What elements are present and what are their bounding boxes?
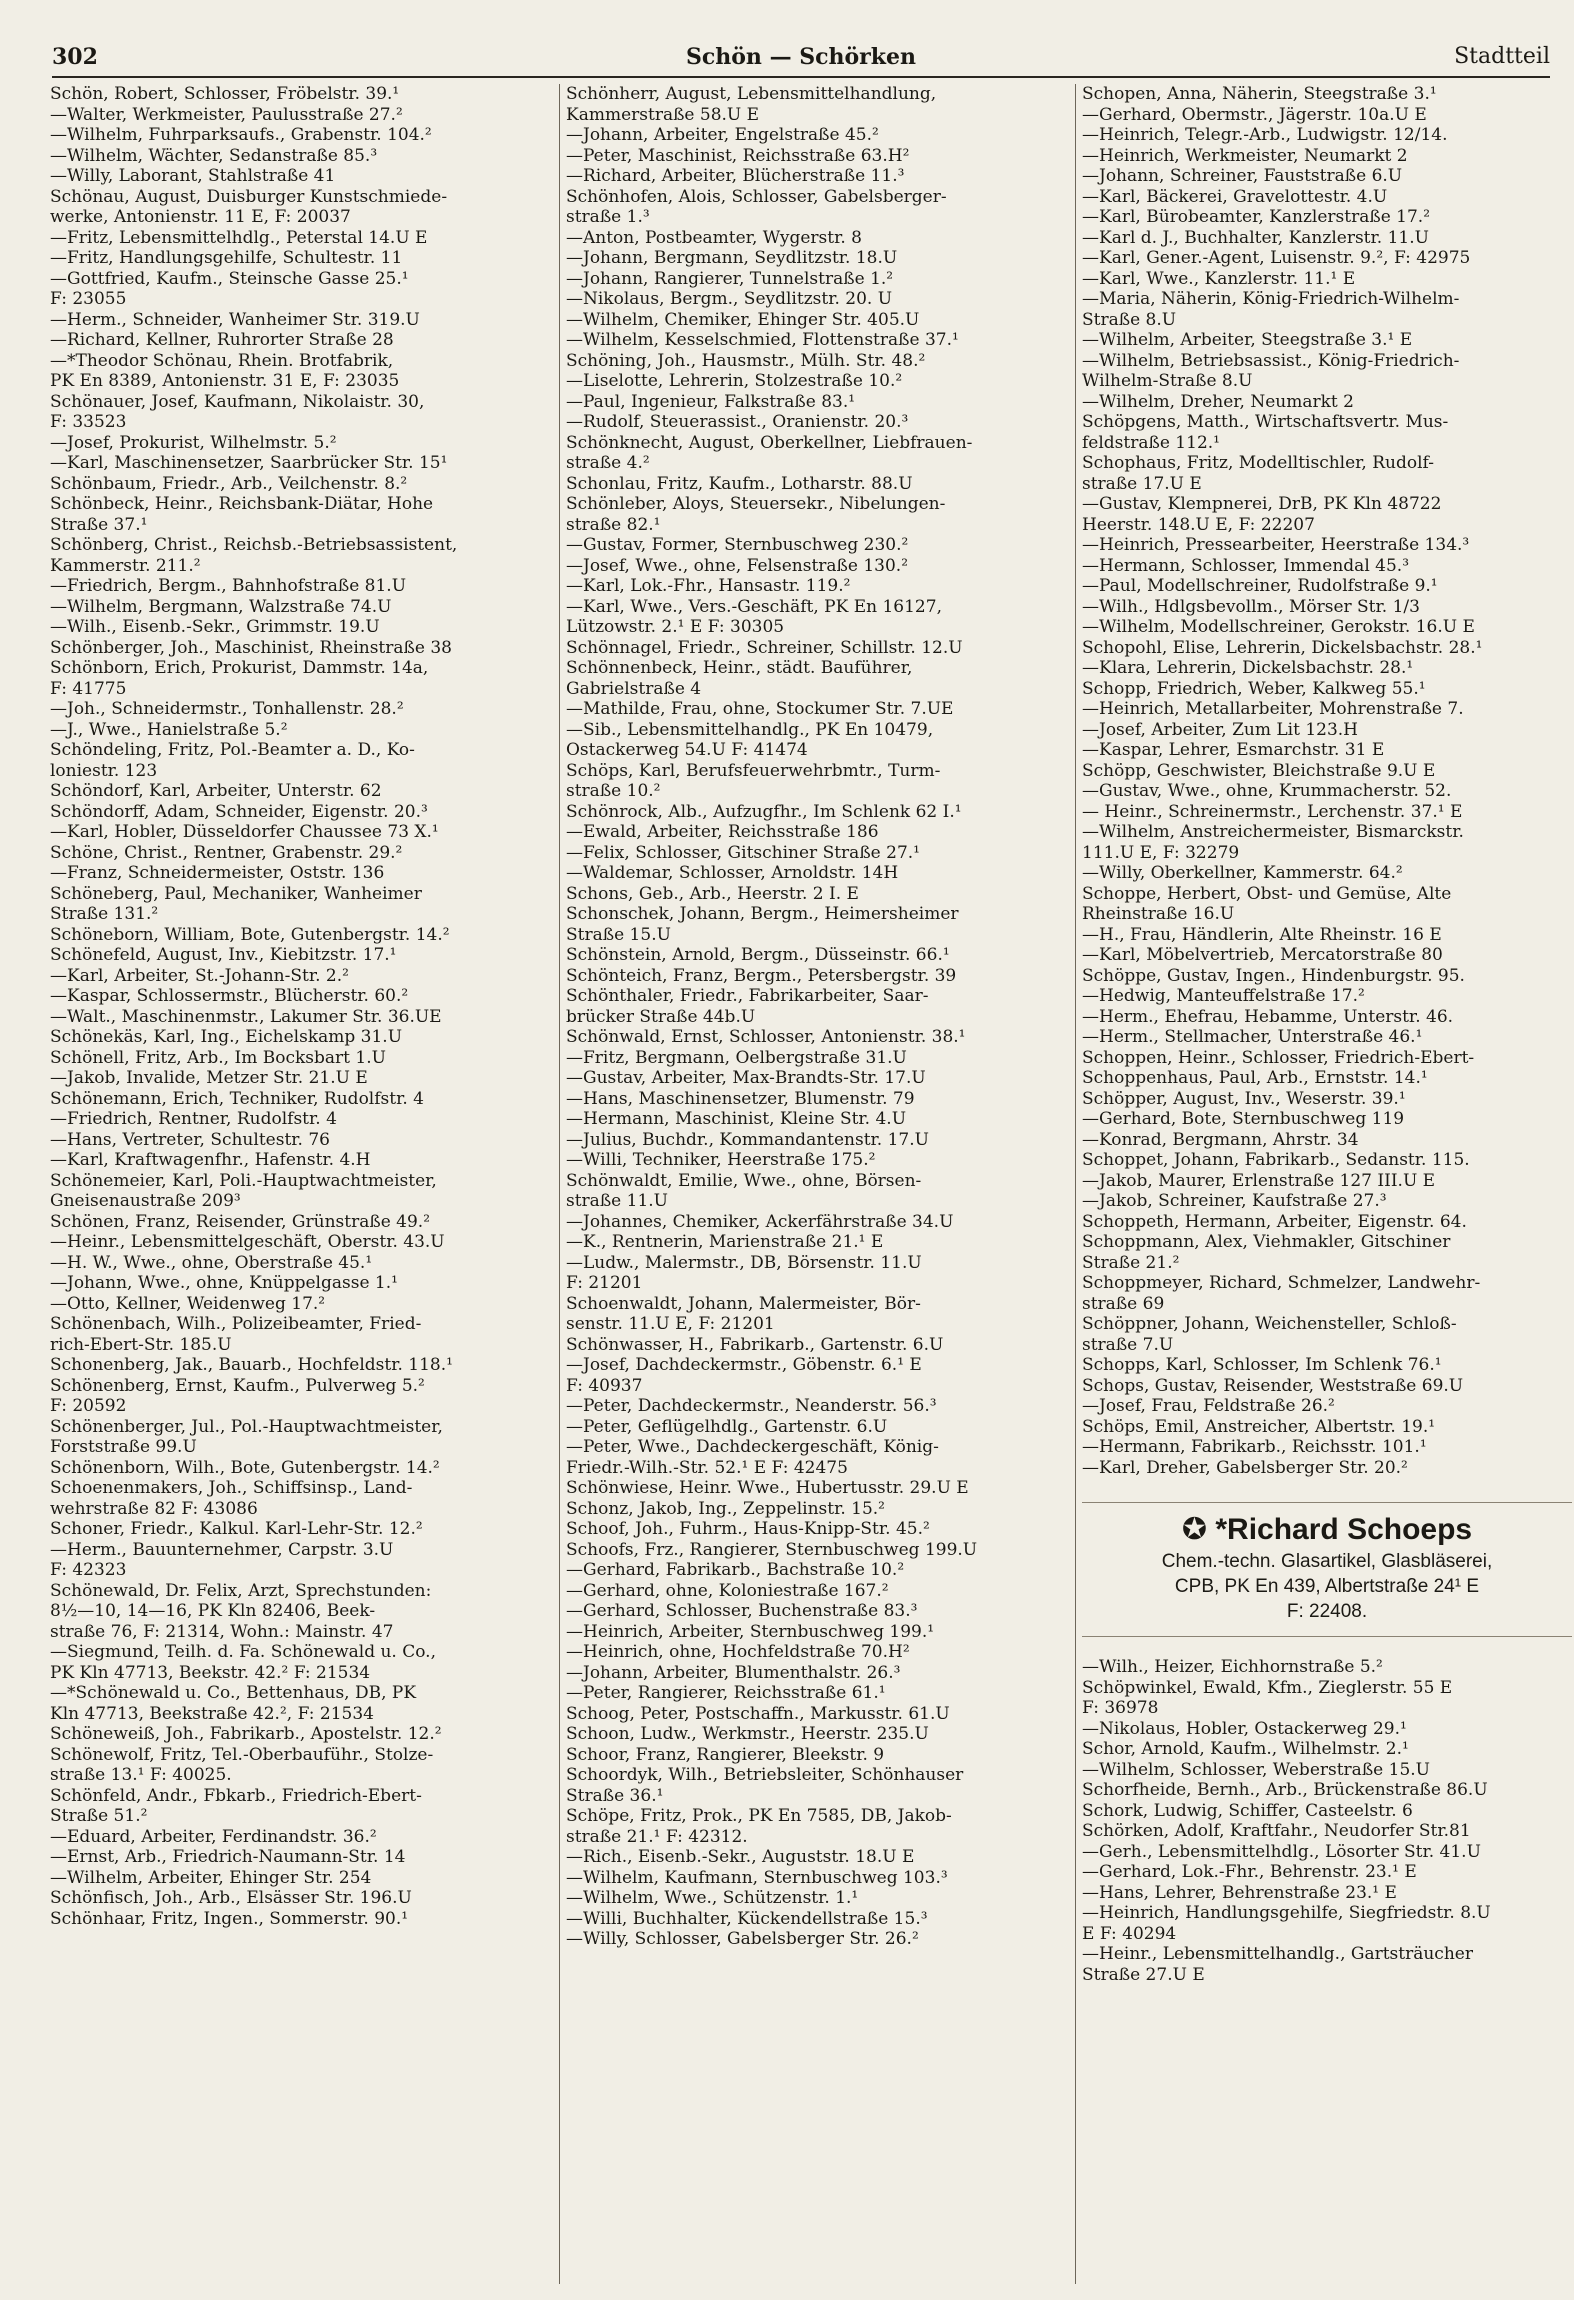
directory-entry: Heerstr. 148.U E, F: 22207 xyxy=(1082,514,1315,535)
directory-entry: Schörken, Adolf, Kraftfahr., Neudorfer Str.81 xyxy=(1082,1821,1471,1841)
directory-entry: F: 20592 xyxy=(50,1396,127,1416)
directory-entry: —Karl, Kraftwagenfhr., Hafenstr. 4.H xyxy=(50,1150,371,1170)
directory-entry: straße 11.U xyxy=(566,1191,668,1211)
directory-entry: Schopohl, Elise, Lehrerin, Dickelsbachstr. 28.¹ xyxy=(1082,637,1483,658)
directory-entry: —Ewald, Arbeiter, Reichsstraße 186 xyxy=(566,822,879,842)
directory-entry: Schons, Geb., Arb., Heerstr. 2 I. E xyxy=(566,883,859,904)
directory-column-3 xyxy=(1082,84,1572,2284)
directory-entry: —Joh., Schneidermstr., Tonhallenstr. 28.² xyxy=(50,699,404,719)
directory-entry: feldstraße 112.¹ xyxy=(1082,432,1220,453)
directory-entry: —Heinrich, Metallarbeiter, Mohrenstraße 7. xyxy=(1082,699,1464,719)
directory-entry: straße 69 xyxy=(1082,1293,1165,1314)
directory-entry: —Jakob, Schreiner, Kaufstraße 27.³ xyxy=(1082,1191,1387,1211)
directory-entry: Schoof, Joh., Fuhrm., Haus-Knipp-Str. 45.² xyxy=(566,1519,930,1539)
directory-entry: Schönenborn, Wilh., Bote, Gutenbergstr. 14.² xyxy=(50,1457,440,1478)
directory-entry: —Herm., Ehefrau, Hebamme, Unterstr. 46. xyxy=(1082,1006,1454,1027)
directory-entry: —Johann, Schreiner, Fauststraße 6.U xyxy=(1082,166,1403,186)
directory-entry: F: 33523 xyxy=(50,412,127,432)
directory-entry: Schöppe, Gustav, Ingen., Hindenburgstr. 95. xyxy=(1082,965,1465,986)
directory-entry: —Wilh., Heizer, Eichhornstraße 5.² xyxy=(1082,1657,1383,1677)
directory-entry: —Wilhelm, Wächter, Sedanstraße 85.³ xyxy=(50,145,378,166)
directory-entry: —Karl, Maschinensetzer, Saarbrücker Str. 15¹ xyxy=(50,453,448,473)
directory-entry: Schönknecht, August, Oberkellner, Liebfrauen- xyxy=(566,432,973,453)
directory-entry: —Liselotte, Lehrerin, Stolzestraße 10.² xyxy=(566,371,903,391)
directory-entry: Straße 37.¹ xyxy=(50,514,148,535)
directory-entry: Schoppet, Johann, Fabrikarb., Sedanstr. 115. xyxy=(1082,1150,1470,1170)
directory-entry: Schöneborn, William, Bote, Gutenbergstr. 14.² xyxy=(50,924,450,945)
column-divider xyxy=(559,84,560,2284)
directory-entry: —Willy, Schlosser, Gabelsberger Str. 26.² xyxy=(566,1929,919,1949)
directory-entry: Schoppe, Herbert, Obst- und Gemüse, Alte xyxy=(1082,883,1452,904)
directory-entry: —Karl, Gener.-Agent, Luisenstr. 9.², F: 42975 xyxy=(1082,248,1471,268)
directory-entry: —Hans, Maschinensetzer, Blumenstr. 79 xyxy=(566,1088,915,1109)
directory-entry: loniestr. 123 xyxy=(50,760,158,781)
directory-entry: —Herm., Schneider, Wanheimer Str. 319.U xyxy=(50,309,420,330)
directory-entry: F: 21201 xyxy=(566,1273,643,1293)
directory-entry: Schoon, Ludw., Werkmstr., Heerstr. 235.U xyxy=(566,1724,929,1744)
directory-entry: brücker Straße 44b.U xyxy=(566,1006,756,1027)
directory-entry: Schoppenhaus, Paul, Arb., Ernststr. 14.¹ xyxy=(1082,1068,1428,1088)
directory-entry: —Fritz, Lebensmittelhdlg., Peterstal 14.U E xyxy=(50,227,428,248)
directory-entry: Schöning, Joh., Hausmstr., Mülh. Str. 48.² xyxy=(566,350,926,371)
directory-entry: —Wilhelm, Betriebsassist., König-Friedrich- xyxy=(1082,350,1460,371)
directory-entry: Schönau, August, Duisburger Kunstschmiede- xyxy=(50,186,448,207)
directory-entry: Straße 15.U xyxy=(566,924,671,945)
directory-entry: —Josef, Arbeiter, Zum Lit 123.H xyxy=(1082,719,1358,740)
directory-entry: —Wilhelm, Dreher, Neumarkt 2 xyxy=(1082,391,1354,412)
directory-entry: —Peter, Maschinist, Reichsstraße 63.H² xyxy=(566,145,910,166)
ad-line: Chem.-techn. Glasartikel, Glasbläserei, xyxy=(1161,1551,1493,1572)
directory-entry: Schops, Gustav, Reisender, Weststraße 69.U xyxy=(1082,1375,1464,1396)
directory-entry: Schönwasser, H., Fabrikarb., Gartenstr. 6.U xyxy=(566,1334,944,1355)
page-title: Schön — Schörken xyxy=(685,44,917,70)
directory-entry: —Heinrich, Arbeiter, Sternbuschweg 199.¹ xyxy=(566,1621,935,1642)
directory-entry: —Siegmund, Teilh. d. Fa. Schönewald u. Co., xyxy=(50,1642,436,1662)
directory-entry: Schoordyk, Wilh., Betriebsleiter, Schönhauser xyxy=(566,1765,964,1785)
directory-entry: —Peter, Geflügelhdlg., Gartenstr. 6.U xyxy=(566,1416,888,1437)
directory-entry: Schöndeling, Fritz, Pol.-Beamter a. D., Ko- xyxy=(50,740,415,760)
directory-entry: —Peter, Rangierer, Reichsstraße 61.¹ xyxy=(566,1683,886,1703)
directory-entry: F: 41775 xyxy=(50,678,127,699)
directory-entry: Schönwald, Ernst, Schlosser, Antonienstr. 38.¹ xyxy=(566,1027,966,1047)
directory-entry: Straße 36.¹ xyxy=(566,1785,664,1806)
directory-entry: straße 76, F: 21314, Wohn.: Mainstr. 47 xyxy=(50,1621,394,1642)
directory-entry: Wilhelm-Straße 8.U xyxy=(1082,371,1253,391)
directory-entry: Schönleber, Aloys, Steuersekr., Nibelungen- xyxy=(566,494,946,514)
directory-entry: —H. W., Wwe., ohne, Oberstraße 45.¹ xyxy=(50,1252,373,1273)
directory-entry: —Walt., Maschinenmstr., Lakumer Str. 36.UE xyxy=(50,1006,442,1027)
directory-entry: —Herm., Stellmacher, Unterstraße 46.¹ xyxy=(1082,1027,1423,1047)
directory-entry: Schoog, Peter, Postschaffn., Markusstr. 61.U xyxy=(566,1703,950,1724)
directory-entry: Friedr.-Wilh.-Str. 52.¹ E F: 42475 xyxy=(566,1457,848,1478)
directory-entry: Schönstein, Arnold, Bergm., Düsseinstr. 66.¹ xyxy=(566,945,950,965)
directory-entry: —Klara, Lehrerin, Dickelsbachstr. 28.¹ xyxy=(1082,658,1414,678)
directory-entry: —Richard, Kellner, Ruhrorter Straße 28 xyxy=(50,330,394,350)
directory-entry: —Peter, Dachdeckermstr., Neanderstr. 56.³ xyxy=(566,1396,937,1416)
directory-entry: Schophaus, Fritz, Modelltischler, Rudolf- xyxy=(1082,453,1434,473)
directory-entry: —Wilh., Eisenb.-Sekr., Grimmstr. 19.U xyxy=(50,617,380,637)
directory-entry: Schöneberg, Paul, Mechaniker, Wanheimer xyxy=(50,883,422,904)
directory-entry: straße 1.³ xyxy=(566,207,650,227)
directory-entry: Schöne, Christ., Rentner, Grabenstr. 29.² xyxy=(50,842,403,863)
directory-entry: Schönnenbeck, Heinr., städt. Bauführer, xyxy=(566,658,913,678)
directory-entry: Schönewolf, Fritz, Tel.-Oberbauführ., Stolze- xyxy=(50,1744,434,1765)
directory-entry: Schöppner, Johann, Weichensteller, Schloß- xyxy=(1082,1314,1457,1334)
directory-entry: Schoppmeyer, Richard, Schmelzer, Landwehr- xyxy=(1082,1273,1481,1293)
directory-entry: —Josef, Dachdeckermstr., Göbenstr. 6.¹ E xyxy=(566,1355,922,1375)
advertiser-name: *Richard Schoeps xyxy=(1215,1513,1473,1546)
directory-entry: —Willi, Techniker, Heerstraße 175.² xyxy=(566,1150,876,1170)
directory-entry: —H., Frau, Händlerin, Alte Rheinstr. 16 E xyxy=(1082,924,1442,945)
directory-entry: Schönell, Fritz, Arb., Im Bocksbart 1.U xyxy=(50,1047,386,1068)
directory-entry: —Willy, Laborant, Stahlstraße 41 xyxy=(50,166,336,186)
directory-entry: Schönbeck, Heinr., Reichsbank-Diätar, Hohe xyxy=(50,494,434,514)
directory-entry: —Sib., Lebensmittelhandlg., PK En 10479, xyxy=(566,719,934,740)
directory-entry: Schönborn, Erich, Prokurist, Dammstr. 14a, xyxy=(50,658,429,678)
directory-entry: straße 10.² xyxy=(566,781,661,801)
directory-entry: Schonz, Jakob, Ing., Zeppelinstr. 15.² xyxy=(566,1498,885,1519)
directory-entry: —Wilhelm, Schlosser, Weberstraße 15.U xyxy=(1082,1759,1431,1780)
directory-entry: —Johann, Arbeiter, Blumenthalstr. 26.³ xyxy=(566,1662,901,1683)
directory-entry: —Walter, Werkmeister, Paulusstraße 27.² xyxy=(50,104,403,125)
directory-column-2 xyxy=(566,84,1072,2284)
directory-entry: —Paul, Modellschreiner, Rudolfstraße 9.¹ xyxy=(1082,576,1438,596)
section-label: Stadtteil xyxy=(1454,44,1550,69)
directory-entry: —Kaspar, Schlossermstr., Blücherstr. 60.² xyxy=(50,986,409,1006)
directory-entry: —Wilhelm, Fuhrparksaufs., Grabenstr. 104.² xyxy=(50,125,432,145)
directory-entry: 8½—10, 14—16, PK Kln 82406, Beek- xyxy=(50,1601,376,1621)
directory-entry: Schönenberger, Jul., Pol.-Hauptwachtmeister, xyxy=(50,1416,443,1437)
directory-entry: —Johannes, Chemiker, Ackerfährstraße 34.U xyxy=(566,1211,954,1232)
directory-entry: —Hans, Lehrer, Behrenstraße 23.¹ E xyxy=(1082,1882,1397,1903)
directory-entry: senstr. 11.U E, F: 21201 xyxy=(566,1314,775,1334)
directory-entry: —Wilhelm, Wwe., Schützenstr. 1.¹ xyxy=(566,1888,859,1908)
directory-entry: Schönemann, Erich, Techniker, Rudolfstr. 4 xyxy=(50,1088,424,1109)
directory-entry: —J., Wwe., Hanielstraße 5.² xyxy=(50,719,288,740)
directory-entry: —Maria, Näherin, König-Friedrich-Wilhelm- xyxy=(1082,289,1460,309)
directory-entry: Kln 47713, Beekstraße 42.², F: 21534 xyxy=(50,1703,374,1724)
directory-entry: —Waldemar, Schlosser, Arnoldstr. 14H xyxy=(566,863,899,883)
column-3-entries-top xyxy=(1082,84,1572,1478)
directory-entry: Schönemeier, Karl, Poli.-Hauptwachtmeister, xyxy=(50,1170,437,1191)
directory-entry: Schönhaar, Fritz, Ingen., Sommerstr. 90.¹ xyxy=(50,1908,409,1929)
directory-entry: Schopen, Anna, Näherin, Steegstraße 3.¹ xyxy=(1082,84,1437,104)
directory-entry: Schöneweiß, Joh., Fabrikarb., Apostelstr. 12.² xyxy=(50,1724,442,1744)
directory-entry: Schönefeld, August, Inv., Kiebitzstr. 17.¹ xyxy=(50,945,397,965)
directory-entry: Schöps, Emil, Anstreicher, Albertstr. 19.¹ xyxy=(1082,1416,1436,1437)
directory-entry: Schoppeth, Hermann, Arbeiter, Eigenstr. 64. xyxy=(1082,1211,1467,1232)
directory-entry: —Johann, Wwe., ohne, Knüppelgasse 1.¹ xyxy=(50,1273,398,1293)
directory-entry: —Karl, Lok.-Fhr., Hansastr. 119.² xyxy=(566,576,851,596)
directory-entry: —Ludw., Malermstr., DB, Börsenstr. 11.U xyxy=(566,1252,922,1273)
directory-entry: rich-Ebert-Str. 185.U xyxy=(50,1334,232,1355)
directory-entry: —Josef, Prokurist, Wilhelmstr. 5.² xyxy=(50,432,337,453)
directory-entry: —Karl, Wwe., Vers.-Geschäft, PK En 16127, xyxy=(566,596,942,617)
directory-entry: —Wilhelm, Arbeiter, Steegstraße 3.¹ E xyxy=(1082,330,1413,350)
directory-entry: Schopps, Karl, Schlosser, Im Schlenk 76.¹ xyxy=(1082,1355,1442,1375)
directory-entry: Schöpwinkel, Ewald, Kfm., Zieglerstr. 55 E xyxy=(1082,1677,1453,1698)
directory-entry: Schönbaum, Friedr., Arb., Veilchenstr. 8.² xyxy=(50,473,408,494)
directory-entry: Schönwiese, Heinr. Wwe., Hubertusstr. 29.U E xyxy=(566,1478,969,1498)
directory-entry: —Karl, Arbeiter, St.-Johann-Str. 2.² xyxy=(50,965,349,986)
directory-entry: —Hermann, Fabrikarb., Reichsstr. 101.¹ xyxy=(1082,1437,1427,1457)
directory-entry: Schork, Ludwig, Schiffer, Casteelstr. 6 xyxy=(1082,1800,1413,1821)
directory-entry: —Gustav, Klempnerei, DrB, PK Kln 48722 xyxy=(1082,494,1442,514)
directory-entry: —Peter, Wwe., Dachdeckergeschäft, König- xyxy=(566,1437,939,1457)
directory-entry: straße 7.U xyxy=(1082,1334,1174,1355)
directory-entry: —*Theodor Schönau, Rhein. Brotfabrik, xyxy=(50,350,394,371)
directory-entry: Schoor, Franz, Rangierer, Bleekstr. 9 xyxy=(566,1744,885,1765)
directory-entry: Schönherr, August, Lebensmittelhandlung, xyxy=(566,84,937,104)
directory-entry: Gabrielstraße 4 xyxy=(566,678,702,699)
directory-entry: F: 42323 xyxy=(50,1560,127,1580)
directory-entry: —Franz, Schneidermeister, Oststr. 136 xyxy=(50,863,385,883)
directory-entry: Schönthaler, Friedr., Fabrikarbeiter, Saar- xyxy=(566,986,929,1006)
directory-entry: Schönwaldt, Emilie, Wwe., ohne, Börsen- xyxy=(566,1170,922,1191)
directory-entry: —Julius, Buchdr., Kommandantenstr. 17.U xyxy=(566,1129,929,1150)
directory-entry: —Heinrich, Telegr.-Arb., Ludwigstr. 12/14. xyxy=(1082,125,1448,145)
directory-entry: —Fritz, Handlungsgehilfe, Schultestr. 11 xyxy=(50,248,403,268)
directory-entry: —*Schönewald u. Co., Bettenhaus, DB, PK xyxy=(50,1683,417,1703)
directory-entry: —Gerhard, ohne, Koloniestraße 167.² xyxy=(566,1580,889,1601)
directory-entry: —Wilhelm, Chemiker, Ehinger Str. 405.U xyxy=(566,309,920,330)
directory-entry: —Wilhelm, Anstreichermeister, Bismarckstr. xyxy=(1082,822,1464,842)
directory-entry: Schönen, Franz, Reisender, Grünstraße 49.² xyxy=(50,1211,431,1232)
directory-entry: —Gottfried, Kaufm., Steinsche Gasse 25.¹ xyxy=(50,268,409,289)
directory-entry: —Heinrich, Werkmeister, Neumarkt 2 xyxy=(1082,145,1408,166)
directory-entry: Schonenberg, Jak., Bauarb., Hochfeldstr. 118.¹ xyxy=(50,1355,453,1375)
directory-entry: Schönrock, Alb., Aufzugfhr., Im Schlenk 62 I.¹ xyxy=(566,801,962,822)
directory-entry: Schönewald, Dr. Felix, Arzt, Sprechstunden: xyxy=(50,1580,432,1601)
directory-entry: straße 13.¹ F: 40025. xyxy=(50,1765,232,1785)
directory-entry: — Heinr., Schreinermstr., Lerchenstr. 37.¹ E xyxy=(1082,801,1463,822)
directory-entry: —Richard, Arbeiter, Blücherstraße 11.³ xyxy=(566,166,905,186)
directory-entry: PK En 8389, Antonienstr. 31 E, F: 23035 xyxy=(50,371,400,391)
directory-entry: —Ernst, Arb., Friedrich-Naumann-Str. 14 xyxy=(50,1847,406,1867)
directory-entry: —Gerhard, Obermstr., Jägerstr. 10a.U E xyxy=(1082,104,1427,125)
directory-entry: Gneisenaustraße 209³ xyxy=(50,1191,241,1211)
directory-entry: —Karl, Bäckerei, Gravelottestr. 4.U xyxy=(1082,186,1388,207)
directory-entry: werke, Antonienstr. 11 E, F: 20037 xyxy=(50,207,351,227)
directory-entry: —Hermann, Maschinist, Kleine Str. 4.U xyxy=(566,1109,907,1129)
directory-entry: Schönteich, Franz, Bergm., Petersbergstr. 39 xyxy=(566,965,957,986)
directory-entry: —Wilhelm, Kesselschmied, Flottenstraße 37.¹ xyxy=(566,330,959,350)
directory-entry: —Herm., Bauunternehmer, Carpstr. 3.U xyxy=(50,1539,394,1560)
directory-entry: —Josef, Frau, Feldstraße 26.² xyxy=(1082,1396,1335,1416)
directory-entry: Schonlau, Fritz, Kaufm., Lotharstr. 88.U xyxy=(566,473,913,494)
directory-entry: —Rich., Eisenb.-Sekr., Auguststr. 18.U E xyxy=(566,1847,915,1867)
directory-entry: Schor, Arnold, Kaufm., Wilhelmstr. 2.¹ xyxy=(1082,1739,1409,1759)
directory-entry: straße 21.¹ F: 42312. xyxy=(566,1826,748,1847)
directory-entry: Schonschek, Johann, Bergm., Heimersheimer xyxy=(566,904,959,924)
directory-entry: —Friedrich, Bergm., Bahnhofstraße 81.U xyxy=(50,576,407,596)
directory-entry: —Paul, Ingenieur, Falkstraße 83.¹ xyxy=(566,391,856,412)
directory-entry: —Wilhelm, Bergmann, Walzstraße 74.U xyxy=(50,596,392,617)
directory-entry: Straße 51.² xyxy=(50,1806,148,1826)
directory-entry: —Karl, Möbelvertrieb, Mercatorstraße 80 xyxy=(1082,945,1443,965)
directory-entry: —Heinr., Lebensmittelhandlg., Gartsträucher xyxy=(1082,1944,1473,1964)
directory-entry: Schoofs, Frz., Rangierer, Sternbuschweg 199.U xyxy=(566,1539,978,1560)
directory-entry: —Willi, Buchhalter, Kückendellstraße 15.³ xyxy=(566,1908,928,1929)
directory-entry: Schöpe, Fritz, Prok., PK En 7585, DB, Jakob- xyxy=(566,1806,952,1826)
directory-entry: —Karl, Bürobeamter, Kanzlerstraße 17.² xyxy=(1082,207,1431,227)
directory-entry: Straße 131.² xyxy=(50,904,159,924)
directory-entry: —Heinrich, Pressearbeiter, Heerstraße 134.³ xyxy=(1082,535,1470,555)
directory-entry: —Gerhard, Schlosser, Buchenstraße 83.³ xyxy=(566,1601,918,1621)
directory-entry: —K., Rentnerin, Marienstraße 21.¹ E xyxy=(566,1232,884,1252)
company-logo-icon: ✪ xyxy=(1181,1513,1208,1546)
directory-entry: Schöpper, August, Inv., Weserstr. 39.¹ xyxy=(1082,1088,1406,1109)
directory-entry: —Gerh., Lebensmittelhdlg., Lösorter Str. 41.U xyxy=(1082,1841,1481,1862)
directory-entry: —Gerhard, Lok.-Fhr., Behrenstr. 23.¹ E xyxy=(1082,1862,1417,1882)
directory-entry: Schöndorf, Karl, Arbeiter, Unterstr. 62 xyxy=(50,781,382,801)
directory-entry: Straße 27.U E xyxy=(1082,1964,1205,1985)
directory-entry: —Nikolaus, Hobler, Ostackerweg 29.¹ xyxy=(1082,1718,1407,1739)
directory-entry: —Gustav, Arbeiter, Max-Brandts-Str. 17.U xyxy=(566,1068,926,1088)
directory-entry: Straße 21.² xyxy=(1082,1252,1180,1273)
directory-entry: —Hedwig, Manteuffelstraße 17.² xyxy=(1082,986,1365,1006)
directory-entry: Kammerstr. 211.² xyxy=(50,555,201,576)
directory-entry: Schönenbach, Wilh., Polizeibeamter, Fried- xyxy=(50,1314,422,1334)
directory-entry: Schöndorff, Adam, Schneider, Eigenstr. 20.³ xyxy=(50,801,428,822)
directory-entry: —Konrad, Bergmann, Ahrstr. 34 xyxy=(1082,1129,1359,1150)
column-divider xyxy=(1075,84,1076,2284)
page-number: 302 xyxy=(52,44,98,70)
directory-entry: —Heinr., Lebensmittelgeschäft, Oberstr. 43.U xyxy=(50,1232,445,1252)
business-advertisement xyxy=(1082,1502,1572,1637)
directory-entry: —Wilhelm, Modellschreiner, Gerokstr. 16.U E xyxy=(1082,617,1475,637)
directory-entry: —Heinrich, ohne, Hochfeldstraße 70.H² xyxy=(566,1642,910,1662)
ad-line: F: 22408. xyxy=(1286,1601,1368,1622)
directory-entry: straße 17.U E xyxy=(1082,473,1202,494)
directory-entry: Schoppmann, Alex, Viehmakler, Gitschiner xyxy=(1082,1232,1451,1252)
directory-entry: straße 82.¹ xyxy=(566,514,661,535)
directory-entry: —Gerhard, Fabrikarb., Bachstraße 10.² xyxy=(566,1560,905,1580)
directory-entry: —Jakob, Invalide, Metzer Str. 21.U E xyxy=(50,1068,368,1088)
directory-entry: —Hermann, Schlosser, Immendal 45.³ xyxy=(1082,555,1410,576)
page-header xyxy=(52,42,1550,78)
directory-entry: —Willy, Oberkellner, Kammerstr. 64.² xyxy=(1082,863,1403,883)
directory-entry: —Felix, Schlosser, Gitschiner Straße 27.¹ xyxy=(566,842,920,863)
directory-entry: —Eduard, Arbeiter, Ferdinandstr. 36.² xyxy=(50,1826,377,1847)
directory-entry: Kammerstraße 58.U E xyxy=(566,104,760,125)
directory-entry: —Karl, Wwe., Kanzlerstr. 11.¹ E xyxy=(1082,268,1356,289)
directory-entry: Straße 8.U xyxy=(1082,309,1177,330)
directory-entry: Schönhofen, Alois, Schlosser, Gabelsberger- xyxy=(566,186,947,207)
directory-entry: F: 36978 xyxy=(1082,1698,1159,1718)
directory-entry: E F: 40294 xyxy=(1082,1923,1177,1944)
column-3-entries-bottom xyxy=(1082,1657,1572,1985)
directory-entry: Schöpgens, Matth., Wirtschaftsvertr. Mus- xyxy=(1082,412,1449,432)
directory-entry: —Karl d. J., Buchhalter, Kanzlerstr. 11.U xyxy=(1082,227,1429,248)
directory-entry: —Rudolf, Steuerassist., Oranienstr. 20.³ xyxy=(566,412,909,432)
directory-entry: —Johann, Rangierer, Tunnelstraße 1.² xyxy=(566,268,894,289)
directory-entry: —Kaspar, Lehrer, Esmarchstr. 31 E xyxy=(1082,740,1385,760)
directory-entry: —Otto, Kellner, Weidenweg 17.² xyxy=(50,1293,326,1314)
directory-entry: Schönekäs, Karl, Ing., Eichelskamp 31.U xyxy=(50,1027,403,1047)
directory-entry: F: 40937 xyxy=(566,1375,643,1396)
directory-column-1 xyxy=(50,84,556,2284)
directory-entry: —Karl, Dreher, Gabelsberger Str. 20.² xyxy=(1082,1457,1408,1478)
directory-entry: Schönenberg, Ernst, Kaufm., Pulverweg 5.² xyxy=(50,1375,425,1396)
directory-entry: Schoner, Friedr., Kalkul. Karl-Lehr-Str. 12.² xyxy=(50,1519,423,1539)
directory-entry: Schoppen, Heinr., Schlosser, Friedrich-Ebert- xyxy=(1082,1047,1475,1068)
directory-entry: —Gustav, Former, Sternbuschweg 230.² xyxy=(566,535,909,555)
directory-entry: PK Kln 47713, Beekstr. 42.² F: 21534 xyxy=(50,1662,371,1683)
directory-entry: —Heinrich, Handlungsgehilfe, Siegfriedstr. 8.U xyxy=(1082,1903,1491,1923)
directory-entry: —Fritz, Bergmann, Oelbergstraße 31.U xyxy=(566,1047,907,1068)
directory-entry: —Johann, Bergmann, Seydlitzstr. 18.U xyxy=(566,248,898,268)
directory-entry: Schoenenmakers, Joh., Schiffsinsp., Land- xyxy=(50,1478,413,1498)
directory-entry: —Nikolaus, Bergm., Seydlitzstr. 20. U xyxy=(566,289,893,309)
directory-entry: Schöpp, Geschwister, Bleichstraße 9.U E xyxy=(1082,760,1436,781)
directory-entry: Schönnagel, Friedr., Schreiner, Schillstr. 12.U xyxy=(566,637,963,658)
directory-entry: —Hans, Vertreter, Schultestr. 76 xyxy=(50,1129,330,1150)
directory-entry: —Johann, Arbeiter, Engelstraße 45.² xyxy=(566,125,879,145)
directory-entry: —Gerhard, Bote, Sternbuschweg 119 xyxy=(1082,1109,1405,1129)
directory-entry: Schoenwaldt, Johann, Malermeister, Bör- xyxy=(566,1293,921,1314)
directory-entry: —Wilh., Hdlgsbevollm., Mörser Str. 1/3 xyxy=(1082,596,1420,617)
directory-entry: Schönfisch, Joh., Arb., Elsässer Str. 196.U xyxy=(50,1888,412,1908)
directory-entry: —Gustav, Wwe., ohne, Krummacherstr. 52. xyxy=(1082,781,1452,801)
ad-line: CPB, PK En 439, Albertstraße 24¹ E xyxy=(1174,1576,1480,1597)
directory-entry: 111.U E, F: 32279 xyxy=(1082,842,1240,863)
directory-entry: Schönberg, Christ., Reichsb.-Betriebsassistent, xyxy=(50,535,458,555)
directory-entry: Schöps, Karl, Berufsfeuerwehrbmtr., Turm- xyxy=(566,760,941,781)
directory-entry: straße 4.² xyxy=(566,453,650,473)
directory-entry: Schopp, Friedrich, Weber, Kalkweg 55.¹ xyxy=(1082,678,1426,699)
directory-entry: —Karl, Hobler, Düsseldorfer Chaussee 73 X.¹ xyxy=(50,822,439,842)
directory-entry: Lützowstr. 2.¹ E F: 30305 xyxy=(566,617,785,637)
directory-entry: Schön, Robert, Schlosser, Fröbelstr. 39.¹ xyxy=(50,84,400,104)
directory-entry: —Mathilde, Frau, ohne, Stockumer Str. 7.UE xyxy=(566,699,954,719)
directory-entry: Schönberger, Joh., Maschinist, Rheinstraße 38 xyxy=(50,637,452,658)
directory-entry: F: 23055 xyxy=(50,289,127,309)
directory-entry: Schorfheide, Bernh., Arb., Brückenstraße 86.U xyxy=(1082,1780,1488,1800)
directory-entry: —Anton, Postbeamter, Wygerstr. 8 xyxy=(566,227,862,248)
directory-entry: —Josef, Wwe., ohne, Felsenstraße 130.² xyxy=(566,555,909,576)
directory-entry: Ostackerweg 54.U F: 41474 xyxy=(566,740,808,760)
directory-entry: wehrstraße 82 F: 43086 xyxy=(50,1498,258,1519)
directory-entry: Forststraße 99.U xyxy=(50,1437,197,1457)
directory-entry: —Friedrich, Rentner, Rudolfstr. 4 xyxy=(50,1109,337,1129)
directory-entry: Schönauer, Josef, Kaufmann, Nikolaistr. 30, xyxy=(50,391,425,412)
directory-entry: Schönfeld, Andr., Fbkarb., Friedrich-Ebert- xyxy=(50,1785,422,1806)
directory-entry: —Jakob, Maurer, Erlenstraße 127 III.U E xyxy=(1082,1170,1436,1191)
directory-entry: —Wilhelm, Kaufmann, Sternbuschweg 103.³ xyxy=(566,1867,948,1888)
directory-entry: Rheinstraße 16.U xyxy=(1082,904,1235,924)
directory-entry: —Wilhelm, Arbeiter, Ehinger Str. 254 xyxy=(50,1867,372,1888)
